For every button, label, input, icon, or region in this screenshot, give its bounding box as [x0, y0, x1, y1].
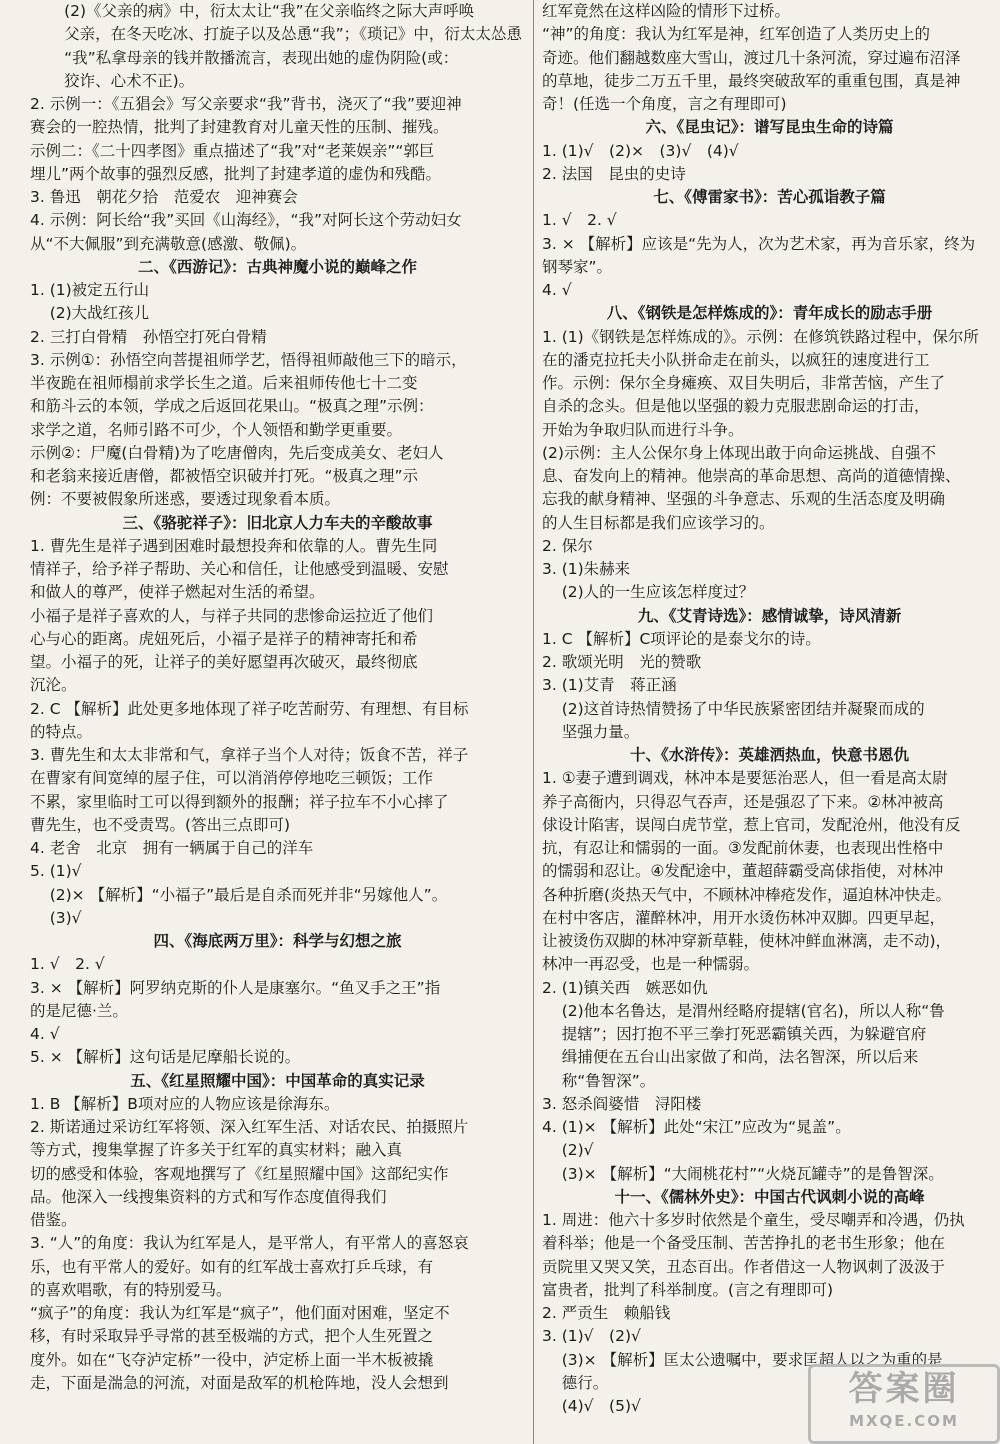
answer-item: 1. (1)被定五行山 (2)大战红孩儿	[30, 281, 150, 323]
answer-item: 3. × 【解析】阿罗纳克斯的仆人是康塞尔。“鱼叉手之王”指 的是尼德·兰。	[30, 978, 441, 1020]
answer-item: 4. √	[542, 281, 572, 299]
section-heading: 十一、《儒林外史》：中国古代讽刺小说的高峰	[614, 1187, 925, 1206]
section-heading: 五、《红星照耀中国》：中国革命的真实记录	[130, 1071, 425, 1090]
answer-item: 3. 鲁迅 朝花夕拾 范爱农 迎神赛会	[30, 188, 298, 206]
answer-item: 1. √ 2. √	[542, 211, 617, 230]
answer-item: 2. 斯诺通过采访红军将领、深入红军生活、对话农民、拍摄照片 等方式，搜集掌握了许多关于红军的真实材料；融入真 切的感受和体验，客观地撰写了《红星照耀中国》这部纪实作 品。他深入一线搜集资料的方式和写作态度值得我们 借鉴。	[30, 1118, 469, 1229]
answer-item: 4. √	[30, 1025, 60, 1043]
watermark-url: MXQE.COM	[849, 1412, 959, 1430]
right-column	[542, 0, 997, 1418]
section-heading: 八、《钢铁是怎样炼成的》：青年成长的励志手册	[606, 304, 933, 323]
answer-item: 4. (1)× 【解析】此处“宋江”应改为“晁盖”。 (2)√ (3)× 【解析】“大闹桃花村”“火烧瓦罐寺”的是鲁智深。	[542, 1118, 944, 1183]
answer-item: 2. 保尔	[542, 536, 593, 555]
left-column	[30, 0, 525, 1395]
answer-item: 2. 法国 昆虫的史诗	[542, 164, 686, 183]
column-divider	[533, 0, 534, 1444]
answer-item: 4. 示例：阿长给“我”买回《山海经》，“我”对阿长这个劳动妇女 从“不大佩服”到充满敬意(感激、敬佩)。	[30, 211, 462, 253]
answer-item: 2. (1)镇关西 嫉恶如仇 (2)他本名鲁达，是渭州经略府提辖(官名)，所以人称“鲁 提辖”；因打抱不平三拳打死恶霸镇关西，为躲避官府 缉捕便在五台山出家做了和尚，法名智深，所以后来 称“鲁智深”。	[542, 978, 945, 1090]
answer-item: 1. ①妻子遭到调戏，林冲本是要惩治恶人，但一看是高太尉 养子高衙内，只得忍气吞声，还是强忍了下来。②林冲被高 俅设计陷害，误闯白虎节堂，惹上官司，发配沧州，他没有反 抗，有忍让和懦弱的一面。③发配前休妻，也表现出性格中 的懦弱和忍让。④发配途中，董超薛霸受高俅指使，对林冲 各种折磨(炎热天气中，不顾林冲棒疮发作，逼迫林冲快走。 在村中客店，灌醉林冲，用开水烫伤林冲双脚。四更早起， 让被烫伤双脚的林冲穿新草鞋，使林冲鲜血淋漓，走不动)， 林冲一再忍受，也是一种懦弱。	[542, 769, 961, 974]
answer-item: 2. 歌颂光明 光的赞歌	[542, 653, 702, 671]
section-heading: 四、《海底两万里》：科学与幻想之旅	[153, 932, 402, 950]
answer-item: 1. B 【解析】B项对应的人物应该是徐海东。	[30, 1094, 340, 1113]
section-heading: 六、《昆虫记》：谱写昆虫生命的诗篇	[645, 118, 894, 137]
answer-item: 3. (1)艾青 蒋正涵 (2)这首诗热情赞扬了中华民族紧密团结并凝聚而成的 坚强力量。	[542, 676, 925, 741]
answer-item: 1. 周进：他六十多岁时依然是个童生，受尽嘲弄和冷遇，仍执 着科举；他是一个备受压制、苦苦挣扎的老书生形象；他在 贡院里又哭又笑，丑态百出。作者借这一人物讽刺了汲汲于 富贵者，批判了科举制度。(言之有理即可)	[542, 1211, 965, 1299]
section-heading: 七、《傅雷家书》：苦心孤诣教子篇	[653, 188, 886, 206]
section-heading: 十、《水浒传》：英雄洒热血，快意书恩仇	[629, 746, 909, 764]
answer-item: 1. C 【解析】C项评论的是泰戈尔的诗。	[542, 629, 821, 648]
answer-item: 红军竟然在这样凶险的情形下过桥。 “神”的角度：我认为红军是神，红军创造了人类历史上的 奇迹。他们翻越数座大雪山，渡过几十条河流，穿过遍布沼泽 的草地，徒步二万五千里，最终突破敌军的重重包围，真是神 奇！(任选一个角度，言之有理即可)	[542, 2, 961, 113]
answer-item: 5. (1)√ (2)× 【解析】“小福子”最后是自杀而死并非“另嫁他人”。 (3)√	[30, 862, 448, 927]
answer-item: 3. “人”的角度：我认为红军是人，是平常人，有平常人的喜怒哀 乐，也有平常人的爱好。如有的红军战士喜欢打乒乓球，有 的喜欢唱歌，有的特别爱马。 “疯子”的角度：我认为红军是“疯子”，他们面对困难，坚定不 移，有时采取异乎寻常的甚至极端的方式，把个人生死置之 度外。如在“飞夺泸定桥”一役中，泸定桥上面一半木板被撬 走，下面是湍急的河流，对面是敌军的机枪阵地，没人会想到	[30, 1234, 469, 1392]
section-heading: 三、《骆驼祥子》：旧北京人力车夫的辛酸故事	[122, 513, 433, 532]
answer-item: (2)《父亲的病》中，衍太太让“我”在父亲临终之际大声呼唤 父亲，在冬天吃冰、打旋子以及怂恿“我”；《琐记》中，衍太太怂恿 “我”私拿母亲的钱并散播流言，表现出她的虚伪阴险(或： 狡诈、心术不正)。	[64, 2, 522, 90]
answer-item: 3. (1)√ (2)√ (3)× 【解析】匡太公遗嘱中，要求匡超人以之为重的是 德行。 (4)√ (5)√	[542, 1327, 943, 1415]
answer-item: 3. 怒杀阎婆惜 浔阳楼	[542, 1094, 702, 1113]
answer-item: 3. × 【解析】应该是“先为人，次为艺术家，再为音乐家，终为 钢琴家”。	[542, 234, 976, 276]
answer-item: 3. (1)朱赫来 (2)人的一生应该怎样度过？	[542, 560, 755, 602]
answer-item: 1. 曹先生是祥子遇到困难时最想投奔和依靠的人。曹先生同 情祥子，给予祥子帮助、关心和信任，让他感受到温暖、安慰 和做人的尊严，使祥子燃起对生活的希望。 小福子是祥子喜欢的人，与祥子共同的悲惨命运拉近了他们 心与心的距离。虎妞死后，小福子是祥子的精神寄托和希 望。小福子的死，让祥子的美好愿望再次破灭，最终彻底 沉沦。	[30, 536, 449, 695]
answer-item: 1. (1)√ (2)× (3)√ (4)√	[542, 141, 739, 160]
answer-item: 1. (1)《钢铁是怎样炼成的》。示例：在修筑铁路过程中，保尔所 在的潘克拉托夫小队拼命走在前头，以疯狂的速度进行工 作。示例：保尔全身瘫痪、双目失明后，非常苦恼，产生了 自杀的念头。但是他以坚强的毅力克服悲剧命运的打击， 开始为争取归队而进行斗争。 (2)示例：主人公保尔身上体现出敢于向命运挑战、自强不 息、奋发向上的精神。他崇高的革命思想、高尚的道德情操、 忘我的献身精神、坚强的斗争意志、乐观的生活态度及明确 的人生目标都是我们应该学习的。	[542, 327, 979, 532]
answer-item: 2. 示例一：《五猖会》写父亲要求“我”背书，浇灭了“我”要迎神 赛会的一腔热情，批判了封建教育对儿童天性的压制、摧残。 示例二：《二十四孝图》重点描述了“我”对“老莱娱亲”“郭巨 埋儿”两个故事的强烈反感，批判了封建孝道的虚伪和残酷。	[30, 95, 462, 183]
answer-item: 2. 三打白骨精 孙悟空打死白骨精	[30, 327, 267, 346]
answer-item: 3. 示例①：孙悟空向菩提祖师学艺，悟得祖师敲他三下的暗示， 半夜跪在祖师榻前求学长生之道。后来祖师传他七十二变 和筋斗云的本领，学成之后返回花果山。“极真之理”示例： 求学之道，名师引路不可少，个人领悟和勤学更重要。 示例②：尸魔(白骨精)为了吃唐僧肉，先后变成美女、老妇人 和老翁来接近唐僧，都被悟空识破并打死。“极真之理”示 例：不要被假象所迷惑，要透过现象看本质。	[30, 350, 467, 509]
answer-item: 5. × 【解析】这句话是尼摩船长说的。	[30, 1048, 301, 1067]
answer-item: 2. C 【解析】此处更多地体现了祥子吃苦耐劳、有理想、有目标 的特点。	[30, 699, 469, 741]
answer-item: 2. 严贡生 赖船钱	[542, 1304, 671, 1322]
watermark-logo-text: 答案圈	[848, 1369, 960, 1409]
site-watermark-logo	[808, 1364, 1000, 1444]
answer-item: 4. 老舍 北京 拥有一辆属于自己的洋车	[30, 839, 314, 857]
answer-item: 3. 曹先生和太太非常和气，拿祥子当个人对待；饭食不苦，祥子 在曹家有间宽绰的屋子住，可以消消停停地吃三顿饭；工作 不累，家里临时工可以得到额外的报酬；祥子拉车不小心摔了 曹先生，也不受责骂。(答出三点即可)	[30, 746, 469, 834]
section-heading: 二、《西游记》：古典神魔小说的巅峰之作	[137, 257, 417, 276]
section-heading: 九、《艾青诗选》：感情诚挚，诗风清新	[637, 606, 902, 625]
answer-item: 1. √ 2. √	[30, 955, 105, 974]
